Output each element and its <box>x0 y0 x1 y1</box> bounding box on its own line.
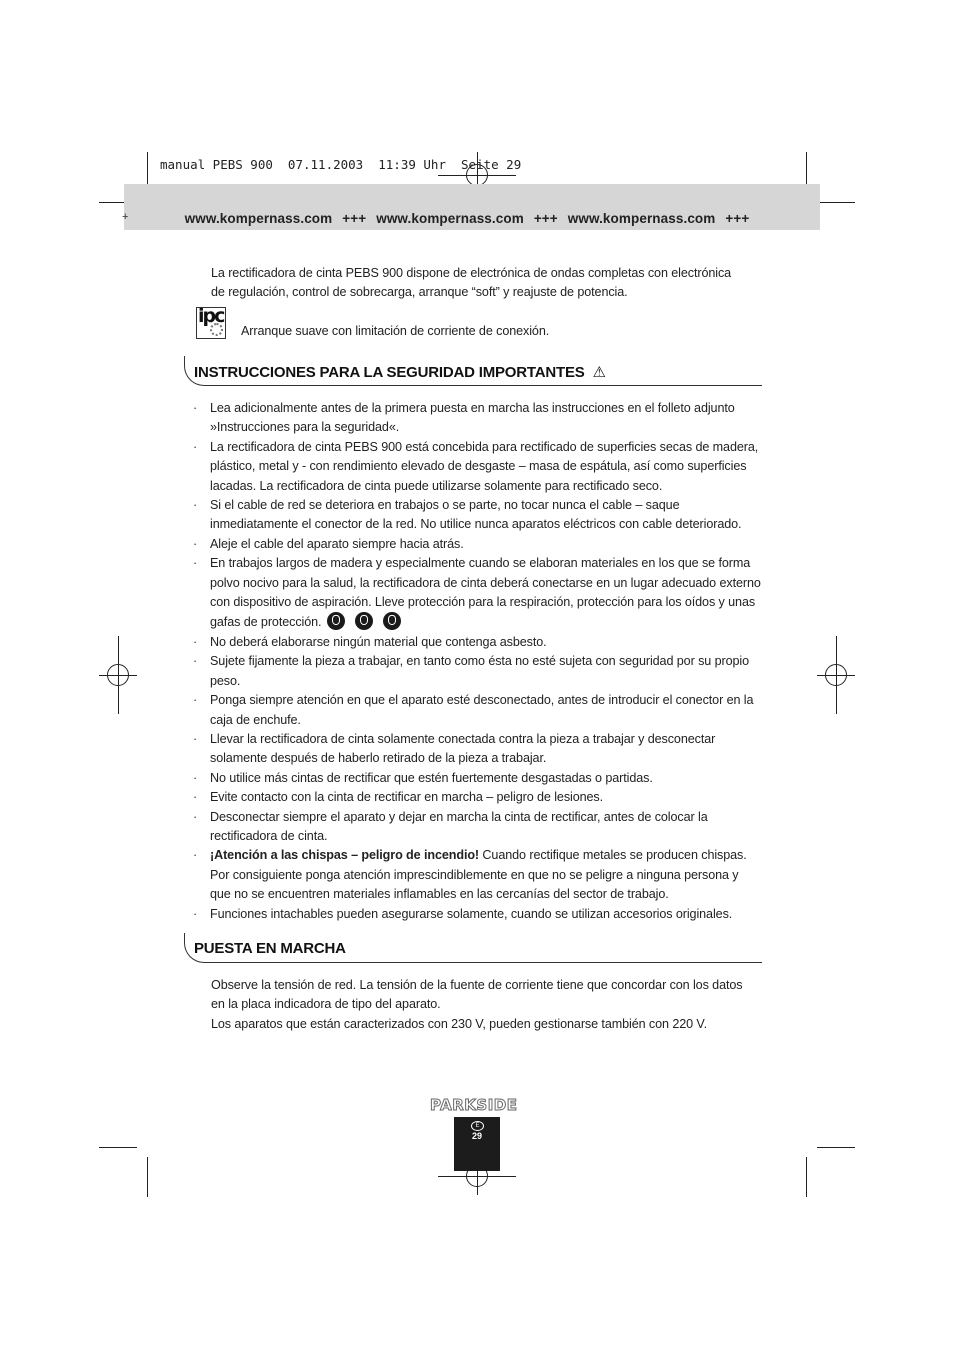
list-item: · Sujete fijamente la pieza a trabajar, en tanto como ésta no esté sujeta con seguridad por su propio peso. <box>192 652 762 691</box>
crop-mark <box>147 1157 148 1197</box>
print-slug: manual PEBS 900 07.11.2003 11:39 Uhr Seite 29 <box>160 157 522 172</box>
separator: +++ <box>725 211 750 226</box>
list-item-text: Cuando rectifique metales se producen chispas. Por consiguiente ponga atención imprescindiblemente en que no se peligre a ninguna persona y que no se encuentren materiales inflamables en las cercanías del sector de trabajo. <box>210 848 747 902</box>
page-tab <box>454 1117 500 1171</box>
registration-line <box>118 636 119 714</box>
list-item: · Evite contacto con la cinta de rectificar en marcha – peligro de lesiones. <box>192 788 762 807</box>
list-item <box>192 846 762 904</box>
safety-heading-box <box>184 356 762 386</box>
spark-warning: ¡Atención a las chispas – peligro de incendio! <box>210 848 480 863</box>
startup-line: Los aparatos que están caracterizados con 230 V, pueden gestionarse también con 220 V. <box>211 1016 707 1031</box>
language-badge: E <box>471 1121 484 1131</box>
startup-paragraph <box>211 976 771 1034</box>
crop-mark <box>99 1147 137 1148</box>
header-band <box>124 184 820 230</box>
website-link: www.kompernass.com <box>567 211 716 226</box>
mask-icon <box>327 612 345 630</box>
list-item: · No utilice más cintas de rectificar que estén fuertemente desgastadas o partidas. <box>192 769 762 788</box>
page-number: 29 <box>471 1131 482 1141</box>
crop-mark <box>817 202 855 203</box>
list-item: · Llevar la rectificadora de cinta solamente conectada contra la pieza a trabajar y desconectar solamente después de haberlo retirado de la pieza a trabajar. <box>192 730 762 769</box>
startup-heading: PUESTA EN MARCHA <box>194 940 346 957</box>
intro-line: La rectificadora de cinta PEBS 900 dispone de electrónica de ondas completas con electrónica <box>211 266 732 280</box>
registration-line <box>836 636 837 714</box>
list-item <box>192 554 762 633</box>
ipc-label: ipc <box>198 305 224 327</box>
website-banner <box>124 211 820 226</box>
safety-heading <box>194 363 606 381</box>
separator: +++ <box>533 211 558 226</box>
intro-paragraph <box>211 264 771 303</box>
list-item: · Desconectar siempre el aparato y dejar en marcha la cinta de rectificar, antes de colocar la rectificadora de cinta. <box>192 808 762 847</box>
list-item: · Si el cable de red se deteriora en trabajos o se parte, no tocar nunca el cable – saque inmediatamente el conector de la red. No utilice nunca aparatos eléctricos con cable deteriorado. <box>192 496 762 535</box>
list-item: · Lea adicionalmente antes de la primera puesta en marcha las instrucciones en el folleto adjunto »Instrucciones para la seguridad«. <box>192 399 762 438</box>
safety-heading-text: INSTRUCCIONES PARA LA SEGURIDAD IMPORTANTES <box>194 364 585 381</box>
website-link: www.kompernass.com <box>376 211 524 226</box>
ear-protection-icon <box>355 612 373 630</box>
list-item: · La rectificadora de cinta PEBS 900 está concebida para rectificado de superficies secas de madera, plástico, metal y - con rendimiento elevado de desgaste – masa de espátula, así como superficies lacadas. La rectificadora de cinta puede utilizarse solamente para rectificado seco. <box>192 438 762 496</box>
gear-icon <box>210 323 223 336</box>
list-item-text: En trabajos largos de madera y especialmente cuando se elaboran materiales en los que se forma polvo nocivo para la salud, la rectificadora de cinta deberá conectarse en un lugar adecuado externo con dispositivo de aspiración. Lleve protección para la respiración, protección para los oídos y unas gafas de protección. <box>210 556 761 630</box>
startup-heading-box <box>184 933 762 963</box>
goggles-icon <box>383 612 401 630</box>
list-item: · Aleje el cable del aparato siempre hacia atrás. <box>192 535 762 554</box>
ipc-description: Arranque suave con limitación de corriente de conexión. <box>241 324 550 338</box>
list-item: · Ponga siempre atención en que el aparato esté desconectado, antes de introducir el conector en la caja de enchufe. <box>192 691 762 730</box>
safety-list <box>192 399 762 924</box>
band-edge-mark: + <box>122 211 129 223</box>
crop-mark <box>817 1147 855 1148</box>
ipc-icon <box>196 307 226 339</box>
parkside-logo: PARKSIDE <box>430 1096 518 1114</box>
startup-line: Observe la tensión de red. La tensión de la fuente de corriente tiene que concordar con los datos <box>211 978 743 992</box>
list-item: · Funciones intachables pueden asegurarse solamente, cuando se utilizan accesorios originales. <box>192 905 762 924</box>
separator: +++ <box>342 211 367 226</box>
crop-mark <box>806 1157 807 1197</box>
list-item: · No deberá elaborarse ningún material que contenga asbesto. <box>192 633 762 652</box>
startup-line: en la placa indicadora de tipo del aparato. <box>211 997 441 1012</box>
intro-line: de regulación, control de sobrecarga, arranque “soft” y reajuste de potencia. <box>211 285 628 300</box>
website-link: www.kompernass.com <box>184 211 333 226</box>
warning-icon: ⚠ <box>592 364 606 381</box>
